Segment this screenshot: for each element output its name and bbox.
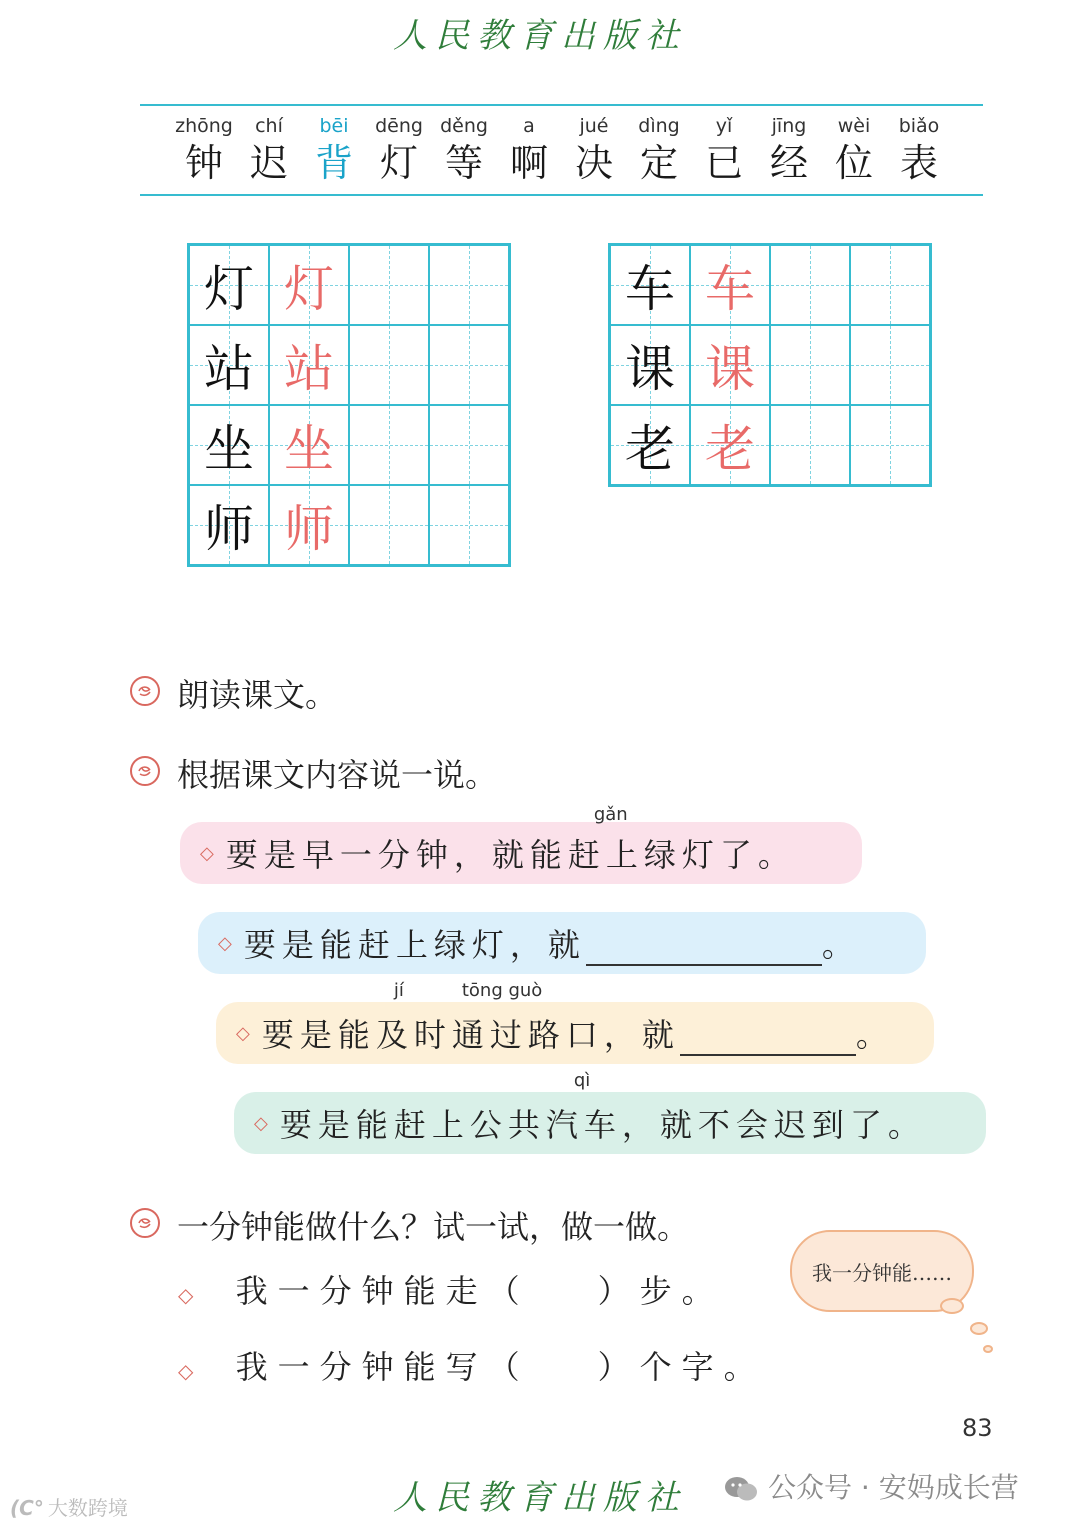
grid-cell <box>690 325 770 405</box>
vocab-strip <box>140 112 983 186</box>
thought-bubble-dot <box>983 1345 993 1353</box>
trace-char: 站 <box>284 340 334 398</box>
vocab-pinyin: yǐ <box>715 115 733 137</box>
model-char: 站 <box>204 340 254 398</box>
grid-cell-empty[interactable] <box>349 485 429 565</box>
wechat-account-name: 公众号 · 安妈成长营 <box>768 1471 1019 1504</box>
publisher-logo-top: 人民教育出版社 <box>393 16 687 56</box>
watermark-text: 大数跨境 <box>47 1496 128 1520</box>
grid-cell <box>610 245 690 325</box>
vocab-bottom-rule <box>140 194 983 196</box>
vocab-char: 决 <box>574 141 613 185</box>
grid-cell <box>610 325 690 405</box>
pinyin-tongguo: tōng guò <box>461 980 543 1001</box>
vocab-item <box>887 112 952 186</box>
model-char: 师 <box>204 500 254 558</box>
grid-cell <box>269 325 349 405</box>
page-number: 83 <box>962 1414 993 1442</box>
vocab-item <box>692 112 757 186</box>
grid-cell-empty[interactable] <box>429 245 509 325</box>
task-discuss: 根据课文内容说一说。 <box>177 756 498 794</box>
vocab-pinyin: wèi <box>837 115 871 137</box>
vocab-char: 啊 <box>509 141 548 185</box>
grid-cell <box>189 485 269 565</box>
vocab-pinyin: chí <box>255 115 283 137</box>
vocab-item <box>237 112 302 186</box>
exercise-text-end: ）个字。 <box>597 1348 766 1386</box>
vocab-char: 位 <box>834 141 873 185</box>
writing-grid-right <box>608 243 932 487</box>
vocab-char: 定 <box>639 141 678 185</box>
trace-char: 老 <box>705 420 755 478</box>
sentence-end: 。 <box>855 1016 894 1054</box>
model-char: 灯 <box>204 260 254 318</box>
diamond-icon: ◇ <box>200 842 214 864</box>
diamond-icon: ◇ <box>178 1359 204 1383</box>
sentence-2 <box>244 920 860 966</box>
grid-cell-empty[interactable] <box>429 405 509 485</box>
grid-cell-empty[interactable] <box>429 325 509 405</box>
vocab-char: 等 <box>444 141 483 185</box>
vocab-item <box>627 112 692 186</box>
exercise-text-start: 我一分钟能写（ <box>235 1348 530 1386</box>
grid-cell-empty[interactable] <box>850 405 930 485</box>
vocab-char: 灯 <box>379 141 418 185</box>
pinyin-ji: jí <box>393 980 404 1001</box>
vocab-char: 迟 <box>249 141 288 185</box>
exercise-walk <box>178 1266 724 1312</box>
exercise-write <box>178 1342 766 1388</box>
sentence-1 <box>225 804 796 876</box>
vocab-pinyin: biǎo <box>898 115 940 137</box>
grid-cell <box>189 325 269 405</box>
vocab-item-highlighted <box>302 112 367 186</box>
grid-cell <box>690 405 770 485</box>
vocab-char: 表 <box>899 141 938 185</box>
diamond-icon: ◇ <box>178 1283 204 1307</box>
trace-char: 课 <box>705 340 755 398</box>
vocab-pinyin: a <box>523 115 535 137</box>
grid-cell <box>690 245 770 325</box>
sentence-band-green <box>234 1070 986 1154</box>
sentence-4 <box>279 1070 926 1146</box>
vocab-item <box>432 112 497 186</box>
grid-cell <box>189 245 269 325</box>
seal-icon <box>130 1208 160 1238</box>
vocab-pinyin: jué <box>579 115 609 137</box>
grid-cell-empty[interactable] <box>770 405 850 485</box>
diamond-icon: ◇ <box>218 932 232 954</box>
grid-cell-empty[interactable] <box>770 325 850 405</box>
model-char: 课 <box>625 340 675 398</box>
diamond-icon: ◇ <box>254 1112 268 1134</box>
sentence-band-blue <box>198 912 926 974</box>
grid-cell-empty[interactable] <box>850 325 930 405</box>
diamond-icon: ◇ <box>236 1022 250 1044</box>
vocab-pinyin: děng <box>440 115 488 137</box>
task-read: 朗读课文。 <box>177 676 338 714</box>
model-char: 车 <box>625 260 675 318</box>
model-char: 老 <box>625 420 675 478</box>
vocab-pinyin: jīng <box>771 115 807 137</box>
trace-char: 车 <box>705 260 755 318</box>
sentence-text: 要是早一分钟，就能赶上绿灯了。 <box>225 836 796 874</box>
grid-cell-empty[interactable] <box>770 245 850 325</box>
grid-cell-empty[interactable] <box>349 405 429 485</box>
trace-char: 坐 <box>284 420 334 478</box>
grid-cell <box>269 405 349 485</box>
vocab-pinyin: bēi <box>319 115 349 137</box>
grid-cell <box>610 405 690 485</box>
vocab-char: 经 <box>769 141 808 185</box>
answer-blank[interactable] <box>586 934 822 966</box>
vocab-char: 已 <box>704 141 743 185</box>
pinyin-qi: qì <box>573 1070 591 1091</box>
thought-bubble-dot <box>970 1322 988 1335</box>
grid-cell <box>269 485 349 565</box>
writing-grid-left <box>187 243 511 567</box>
sentence-band-yellow <box>216 980 934 1064</box>
answer-blank[interactable] <box>680 1024 856 1056</box>
sentence-text: 要是能及时通过路口，就 <box>261 1016 680 1054</box>
thought-bubble-dot <box>940 1298 964 1314</box>
exercise-text-end: ）步。 <box>597 1272 724 1310</box>
vocab-item <box>497 112 562 186</box>
thought-bubble-text: 我一分钟能…… <box>812 1260 952 1285</box>
exercise-text-start: 我一分钟能走（ <box>235 1272 530 1310</box>
grid-cell-empty[interactable] <box>429 485 509 565</box>
vocab-char: 背 <box>314 141 353 185</box>
seal-icon <box>130 756 160 786</box>
vocab-item <box>172 112 237 186</box>
vocab-char: 钟 <box>184 141 223 185</box>
pinyin-gan: gǎn <box>593 804 628 825</box>
grid-cell-empty[interactable] <box>349 325 429 405</box>
vocab-pinyin: zhōng <box>175 115 233 137</box>
wechat-icon <box>724 1476 758 1502</box>
sentence-end: 。 <box>821 926 860 964</box>
sentence-text: 要是能赶上绿灯，就 <box>243 926 586 964</box>
trace-char: 师 <box>284 500 334 558</box>
vocab-item <box>757 112 822 186</box>
seal-icon <box>130 676 160 706</box>
task-try: 一分钟能做什么？试一试，做一做。 <box>177 1208 690 1246</box>
trace-char: 灯 <box>284 260 334 318</box>
grid-cell-empty[interactable] <box>349 245 429 325</box>
vocab-item <box>822 112 887 186</box>
grid-cell <box>189 405 269 485</box>
watermark-logo-icon: (C° <box>10 1496 44 1520</box>
grid-cell <box>269 245 349 325</box>
sentence-text: 要是能赶上公共汽车，就不会迟到了。 <box>279 1106 926 1144</box>
vocab-pinyin: dēng <box>375 115 423 137</box>
model-char: 坐 <box>204 420 254 478</box>
vocab-item <box>562 112 627 186</box>
vocab-item <box>367 112 432 186</box>
sentence-3 <box>261 980 894 1056</box>
sentence-band-pink <box>180 804 862 884</box>
grid-cell-empty[interactable] <box>850 245 930 325</box>
vocab-pinyin: dìng <box>638 115 680 137</box>
bottom-left-watermark <box>10 1492 128 1521</box>
publisher-logo-bottom: 人民教育出版社 <box>393 1478 687 1518</box>
wechat-watermark <box>724 1466 1019 1506</box>
vocab-top-rule <box>140 104 983 106</box>
